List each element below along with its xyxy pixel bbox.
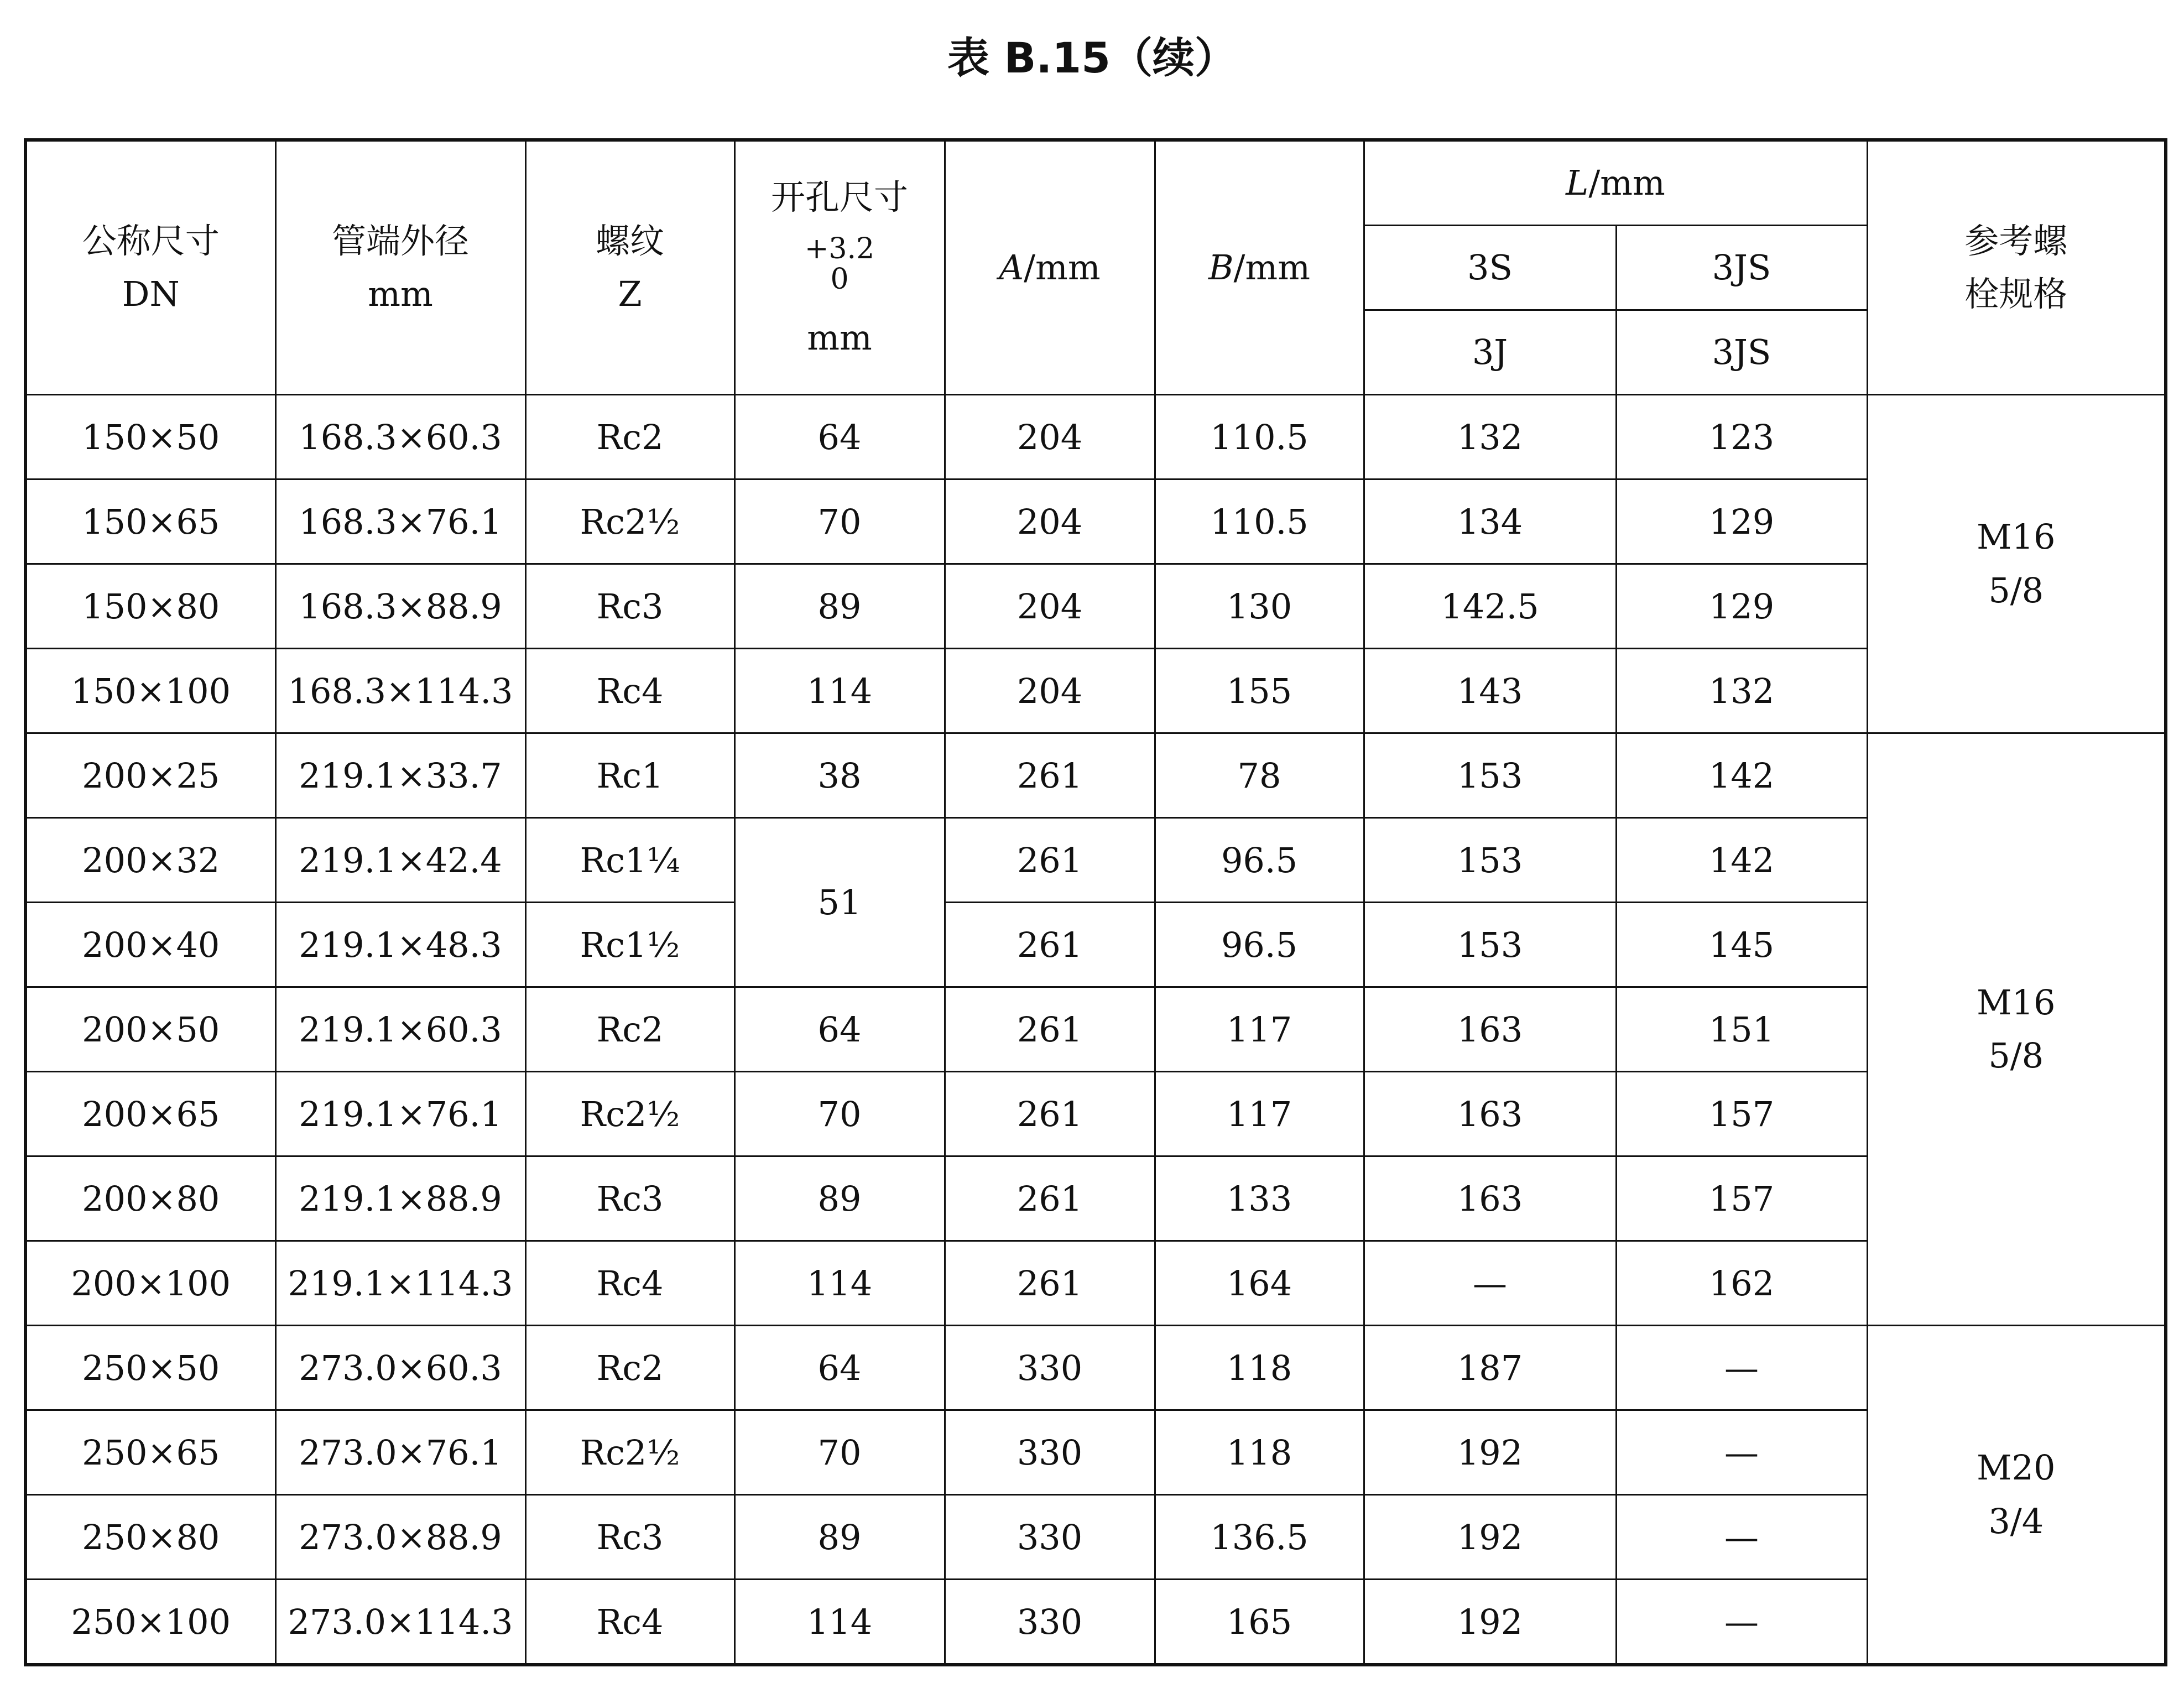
table-caption: 表 B.15（续） [947,33,1237,82]
header-a: A/mm [945,140,1155,395]
cell-hole-merged: 51 [734,818,945,987]
header-l-3js-2: 3JS [1616,310,1867,395]
header-bolt-spec: 参考螺 栓规格 [1867,140,2166,395]
table-row [25,1326,2166,1410]
cell-thread: Rc2 [525,395,734,480]
cell-b: 118 [1155,1326,1364,1410]
cell-b: 136.5 [1155,1495,1364,1580]
cell-l1: 192 [1364,1580,1616,1665]
cell-hole: 64 [734,987,945,1072]
table-row [25,1072,2166,1156]
cell-thread: Rc2½ [525,1410,734,1495]
cell-l1: 192 [1364,1410,1616,1495]
cell-a: 330 [945,1326,1155,1410]
cell-dn: 150×65 [25,480,275,564]
cell-l1: 163 [1364,1072,1616,1156]
cell-b: 117 [1155,1072,1364,1156]
cell-l1: 163 [1364,987,1616,1072]
cell-bolt-group: M20 3/4 [1867,1326,2166,1665]
header-pipe-od: 管端外径 mm [275,140,525,395]
cell-thread: Rc3 [525,1495,734,1580]
header-l: L/mm [1364,140,1867,226]
cell-l1: 192 [1364,1495,1616,1580]
cell-od: 168.3×60.3 [275,395,525,480]
cell-b: 130 [1155,564,1364,649]
table-row [25,818,2166,903]
cell-od: 168.3×114.3 [275,649,525,733]
cell-od: 219.1×60.3 [275,987,525,1072]
cell-l1: 153 [1364,818,1616,903]
table-row [25,564,2166,649]
header-row-1 [25,140,2166,226]
cell-l2: — [1616,1326,1867,1410]
table-row [25,903,2166,987]
cell-a: 330 [945,1580,1155,1665]
cell-b: 110.5 [1155,480,1364,564]
header-l-3js: 3JS [1616,226,1867,310]
cell-l2: 123 [1616,395,1867,480]
cell-l2: 162 [1616,1241,1867,1326]
cell-hole: 114 [734,1580,945,1665]
cell-a: 204 [945,395,1155,480]
cell-b: 164 [1155,1241,1364,1326]
cell-l2: 157 [1616,1072,1867,1156]
cell-hole: 70 [734,1072,945,1156]
cell-l2: — [1616,1495,1867,1580]
cell-thread: Rc3 [525,564,734,649]
cell-l1: 163 [1364,1156,1616,1241]
cell-b: 110.5 [1155,395,1364,480]
cell-l1: 143 [1364,649,1616,733]
table-row [25,649,2166,733]
hole-tolerance-lower: 0 [830,263,849,296]
cell-l2: 142 [1616,818,1867,903]
cell-od: 273.0×76.1 [275,1410,525,1495]
cell-a: 261 [945,987,1155,1072]
table-row [25,987,2166,1072]
cell-a: 204 [945,480,1155,564]
cell-dn: 150×80 [25,564,275,649]
cell-bolt-group: M16 5/8 [1867,733,2166,1326]
cell-thread: Rc4 [525,1241,734,1326]
cell-dn: 200×65 [25,1072,275,1156]
cell-hole: 114 [734,1241,945,1326]
table-row [25,733,2166,818]
cell-od: 219.1×48.3 [275,903,525,987]
cell-hole: 38 [734,733,945,818]
cell-b: 133 [1155,1156,1364,1241]
cell-l2: — [1616,1410,1867,1495]
cell-l2: 151 [1616,987,1867,1072]
cell-dn: 250×80 [25,1495,275,1580]
cell-l1: — [1364,1241,1616,1326]
cell-b: 165 [1155,1580,1364,1665]
cell-b: 96.5 [1155,903,1364,987]
cell-hole: 89 [734,1156,945,1241]
cell-dn: 250×100 [25,1580,275,1665]
cell-a: 330 [945,1495,1155,1580]
cell-b: 78 [1155,733,1364,818]
cell-dn: 200×40 [25,903,275,987]
cell-l1: 153 [1364,903,1616,987]
cell-dn: 250×65 [25,1410,275,1495]
cell-od: 273.0×114.3 [275,1580,525,1665]
cell-a: 261 [945,903,1155,987]
cell-l2: 157 [1616,1156,1867,1241]
cell-dn: 200×25 [25,733,275,818]
cell-thread: Rc1½ [525,903,734,987]
table-row [25,1241,2166,1326]
cell-thread: Rc1 [525,733,734,818]
header-hole-size: 开孔尺寸 +3.2 0 mm [734,140,945,395]
cell-od: 168.3×76.1 [275,480,525,564]
cell-b: 118 [1155,1410,1364,1495]
header-thread: 螺纹 Z [525,140,734,395]
cell-thread: Rc2½ [525,1072,734,1156]
table-row [25,395,2166,480]
header-l-3s: 3S [1364,226,1616,310]
cell-thread: Rc1¼ [525,818,734,903]
cell-od: 219.1×76.1 [275,1072,525,1156]
table-row [25,1410,2166,1495]
cell-l2: 129 [1616,564,1867,649]
cell-l1: 132 [1364,395,1616,480]
cell-a: 261 [945,1156,1155,1241]
cell-a: 261 [945,818,1155,903]
cell-od: 219.1×42.4 [275,818,525,903]
cell-hole: 89 [734,564,945,649]
table-row [25,1495,2166,1580]
cell-l2: 129 [1616,480,1867,564]
cell-l2: 132 [1616,649,1867,733]
cell-dn: 200×50 [25,987,275,1072]
cell-hole: 64 [734,1326,945,1410]
cell-a: 261 [945,1072,1155,1156]
table-row [25,480,2166,564]
cell-hole: 89 [734,1495,945,1580]
cell-l1: 153 [1364,733,1616,818]
header-l-3j: 3J [1364,310,1616,395]
cell-thread: Rc2 [525,1326,734,1410]
cell-a: 261 [945,733,1155,818]
hole-tolerance-upper: +3.2 [804,232,875,266]
cell-od: 219.1×33.7 [275,733,525,818]
cell-dn: 150×50 [25,395,275,480]
cell-thread: Rc2½ [525,480,734,564]
cell-l1: 187 [1364,1326,1616,1410]
header-b: B/mm [1155,140,1364,395]
cell-thread: Rc4 [525,1580,734,1665]
cell-od: 168.3×88.9 [275,564,525,649]
cell-dn: 200×32 [25,818,275,903]
table-row [25,1156,2166,1241]
cell-bolt-group: M16 5/8 [1867,395,2166,733]
cell-hole: 114 [734,649,945,733]
cell-l1: 134 [1364,480,1616,564]
dimension-table [24,138,2167,1666]
cell-a: 204 [945,649,1155,733]
table-row [25,1580,2166,1665]
cell-a: 330 [945,1410,1155,1495]
cell-hole: 70 [734,480,945,564]
cell-b: 155 [1155,649,1364,733]
cell-dn: 250×50 [25,1326,275,1410]
cell-b: 96.5 [1155,818,1364,903]
cell-dn: 150×100 [25,649,275,733]
cell-l1: 142.5 [1364,564,1616,649]
cell-dn: 200×80 [25,1156,275,1241]
cell-a: 204 [945,564,1155,649]
cell-dn: 200×100 [25,1241,275,1326]
cell-hole: 70 [734,1410,945,1495]
cell-l2: — [1616,1580,1867,1665]
cell-thread: Rc2 [525,987,734,1072]
cell-thread: Rc4 [525,649,734,733]
cell-hole: 64 [734,395,945,480]
header-nominal-size: 公称尺寸 DN [25,140,275,395]
cell-b: 117 [1155,987,1364,1072]
cell-od: 273.0×88.9 [275,1495,525,1580]
cell-l2: 145 [1616,903,1867,987]
cell-l2: 142 [1616,733,1867,818]
cell-od: 273.0×60.3 [275,1326,525,1410]
cell-od: 219.1×114.3 [275,1241,525,1326]
cell-od: 219.1×88.9 [275,1156,525,1241]
cell-thread: Rc3 [525,1156,734,1241]
cell-a: 261 [945,1241,1155,1326]
